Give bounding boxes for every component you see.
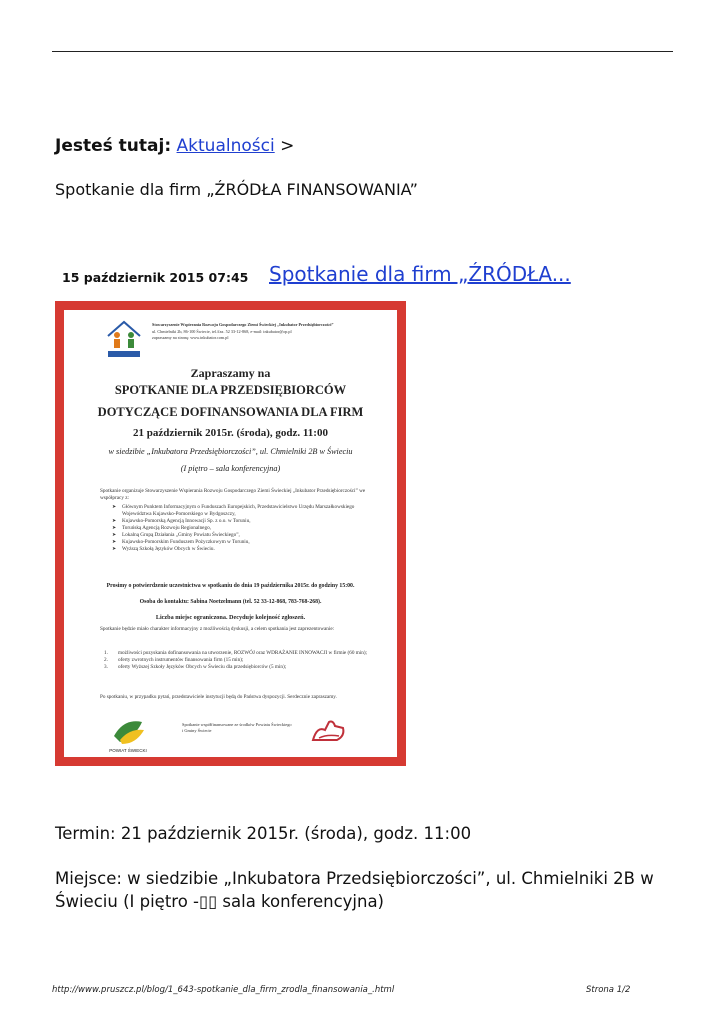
breadcrumb: [55, 136, 294, 156]
list-item: ➤ Lokalną Grupą Działania „Gminy Powiatu Świeckiego”,: [112, 532, 382, 539]
list-item: ➤ Kujawsko-Pomorską Agencją Innowacji Sp. z o.o. w Toruniu,: [112, 518, 382, 525]
poster-place: w siedzibie „Inkubatora Przedsiębiorczości”, ul. Chmielniki 2B w Świeciu: [108, 447, 353, 456]
list-item: ➤ Głównym Punktem Informacyjnym o Funduszach Europejskich, Przedstawicielstwo Urzędu Marszałkowskiego Województwa Kujawsko-Pomorskiego w Bydgoszczy,: [112, 504, 382, 518]
event-time: Termin: 21 październik 2015r. (środa), godz. 11:00: [55, 824, 472, 843]
poster-closing: Po spotkaniu, w przypadku pytań, przedstawiciele instytucji będą do Państwa dyspozycji. Serdecznie zapraszamy.: [100, 694, 337, 700]
list-item: 2. oferty zwrotnych instrumentów finansowania firm (15 min);: [104, 657, 244, 663]
breadcrumb-link-aktualnosci[interactable]: Aktualności: [176, 136, 275, 156]
poster-org-name: Stowarzyszenie Wspierania Rozwoju Gospodarczego Ziemi Świeckiej „Inkubator Przedsiębiorczości”: [152, 322, 334, 327]
article-headline-link[interactable]: [262, 262, 571, 286]
footer-page-number: Strona 1/2: [586, 985, 631, 995]
svg-text:POWIAT ŚWIECKI: POWIAT ŚWIECKI: [109, 748, 147, 753]
poster-character-text: Spotkanie będzie miało charakter informacyjny z możliwością dyskusji, a celem spotkania jest zaprezentowanie:: [100, 626, 335, 632]
poster-org-info: [152, 322, 382, 342]
poster-funding-note: Spotkanie współfinansowane ze środków Powiatu Świeckiego i Gminy Świecie: [182, 722, 292, 733]
poster-date: 21 październik 2015r. (środa), godz. 11:00: [133, 427, 328, 439]
header-rule: [52, 51, 673, 52]
inkubator-logo-icon: [104, 318, 144, 362]
list-item: 1. możliwości pozyskania dofinansowania na utworzenie, ROZWÓJ oraz WDRAŻANIE INNOWACJI w firmie (60 min);: [104, 650, 367, 656]
footer-url: http://www.pruszcz.pl/blog/1_643-spotkanie_dla_firm_zrodla_finansowania_.html: [52, 985, 395, 995]
poster-invite: Zapraszamy na: [190, 366, 271, 380]
poster-heading-1: SPOTKANIE DLA PRZEDSIĘBIORCÓW: [114, 383, 347, 397]
poster-org-web: zapraszamy na stronę: www.inkubator.com.pl: [152, 335, 229, 340]
poster-program-list: [104, 650, 374, 671]
event-poster: [55, 301, 406, 766]
list-item: ➤ Kujawsko-Pomorskim Funduszem Pożyczkowym w Toruniu,: [112, 539, 382, 546]
gmina-logo-icon: [309, 716, 347, 746]
poster-contact: Osoba do kontaktu: Sabina Noetzelmann (tel. 52 33-12-868, 783-768-268).: [139, 599, 322, 605]
article-headline-text: Spotkanie dla firm „ŹRÓDŁA...: [269, 262, 571, 286]
poster-organizer-text: Spotkanie organizuje Stowarzyszenie Wspierania Rozwoju Gospodarczego Ziemi Świeckiej „Inkubator Przedsiębiorczości” we współpracy z:: [100, 488, 366, 501]
event-place: Miejsce: w siedzibie „Inkubatora Przedsiębiorczości”, ul. Chmielniki 2B w Świeciu (I piętro -▯▯ sala konferencyjna): [55, 869, 654, 911]
breadcrumb-label: Jesteś tutaj:: [55, 136, 172, 156]
article-date: 15 październik 2015 07:45: [62, 270, 249, 285]
list-item: 3. oferty Wyższej Szkoły Języków Obcych w Świeciu dla przedsiębiorców (5 min);: [104, 664, 287, 670]
poster-partner-list: [112, 504, 382, 553]
poster-limit: Liczba miejsc ograniczona. Decyduje kolejność zgłoszeń.: [155, 614, 306, 621]
page-title: Spotkanie dla firm „ŹRÓDŁA FINANSOWANIA”: [55, 180, 418, 199]
poster-confirm: Prosimy o potwierdzenie uczestnictwa w spotkaniu do dnia 19 października 2015r. do godziny 15:00.: [106, 583, 355, 589]
poster-org-address: ul. Chmielniki 2b, 86-100 Świecie, tel./fax. 52 33-12-868, e-mail: inkubator@op.pl: [152, 328, 292, 334]
list-item: ➤ Toruńską Agencją Rozwoju Regionalnego,: [112, 525, 382, 532]
poster-content: [64, 310, 397, 757]
list-item: ➤ Wyższą Szkołą Języków Obcych w Świeciu.: [112, 546, 382, 553]
poster-room: (I piętro – sala konferencyjna): [180, 464, 281, 473]
breadcrumb-separator: >: [280, 136, 295, 156]
powiat-logo-icon: [106, 714, 150, 754]
poster-heading-2: DOTYCZĄCE DOFINANSOWANIA DLA FIRM: [97, 405, 364, 419]
